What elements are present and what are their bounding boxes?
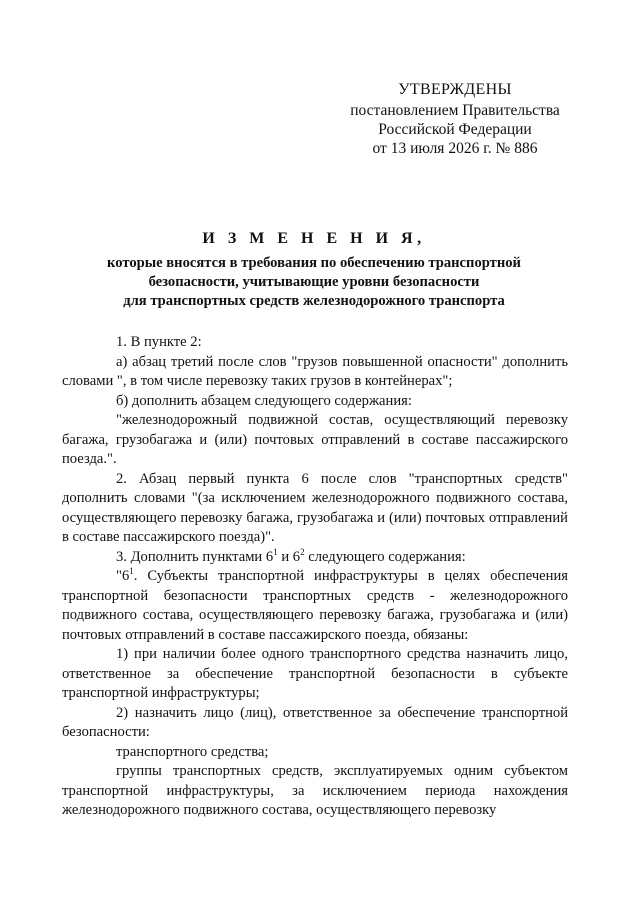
approval-block [340,80,570,158]
superscript-3: 1 [129,566,134,576]
document-subtitle-line-2: безопасности, учитывающие уровни безопасности [148,274,480,290]
paragraph-4: "железнодорожный подвижной состав, осуществляющий перевозку багажа, грузобагажа и (или) почтовых отправлений в составе пассажирского поезда.". [62,412,568,467]
paragraph-10: транспортного средства; [116,743,269,760]
paragraph-6 [62,548,568,568]
paragraph-7 [62,567,568,645]
paragraph-6-text-b: и 6 [277,548,301,565]
paragraph-6-text-c: следующего содержания: [304,548,466,565]
paragraph-9: 2) назначить лицо (лиц), ответственное за обеспечение транспортной безопасности: [62,704,568,740]
paragraph-2: а) абзац третий после слов "грузов повышенной опасности" дополнить словами ", в том числе перевозку таких грузов в контейнерах"; [62,353,568,389]
paragraph-3: б) дополнить абзацем следующего содержания: [116,392,412,409]
superscript-2: 2 [300,546,305,557]
paragraph-1: 1. В пункте 2: [116,334,202,350]
paragraph-5: 2. Абзац первый пункта 6 после слов "транспортных средств" дополнить словами "(за исключением железнодорожного подвижного состава, осуществляющего перевозку багажа, грузобагажа и (или) почтовых отправлений в составе пассажирского поезда)". [62,470,568,545]
document-title: И З М Е Н Е Н И Я, [202,230,426,247]
approval-line-2: Российской Федерации [378,121,532,138]
document-subtitle-line-3: для транспортных средств железнодорожного транспорта [123,293,505,309]
paragraph-11: группы транспортных средств, эксплуатируемых одним субъектом транспортной инфраструктуры, за исключением периода нахождения железнодорожного подвижного состава, осуществляющего перевозку [62,763,568,818]
document-body [62,333,568,821]
superscript-1: 1 [273,546,278,557]
paragraph-7-text-a: "6 [116,568,130,584]
paragraph-6-text-a: 3. Дополнить пунктами 6 [116,548,274,565]
document-subtitle-line-1: которые вносятся в требования по обеспечению транспортной [107,255,521,271]
approval-line-1: постановлением Правительства [350,102,560,119]
paragraph-7-text-b: . Субъекты транспортной инфраструктуры в целях обеспечения транспортной безопасности транспортных средств - железнодорожного подвижного состава, осуществляющего перевозку багажа, грузобагажа и (или) почтовых отправлений в составе пассажирского поезда, обязаны: [62,568,568,643]
document-heading [60,229,568,311]
approval-line-3: от 13 июля 2026 г. № 886 [372,140,538,157]
paragraph-8: 1) при наличии более одного транспортного средства назначить лицо, ответственное за обеспечение транспортной безопасности в субъекте транспортной инфраструктуры; [62,646,568,701]
approval-label: УТВЕРЖДЕНЫ [398,81,512,98]
